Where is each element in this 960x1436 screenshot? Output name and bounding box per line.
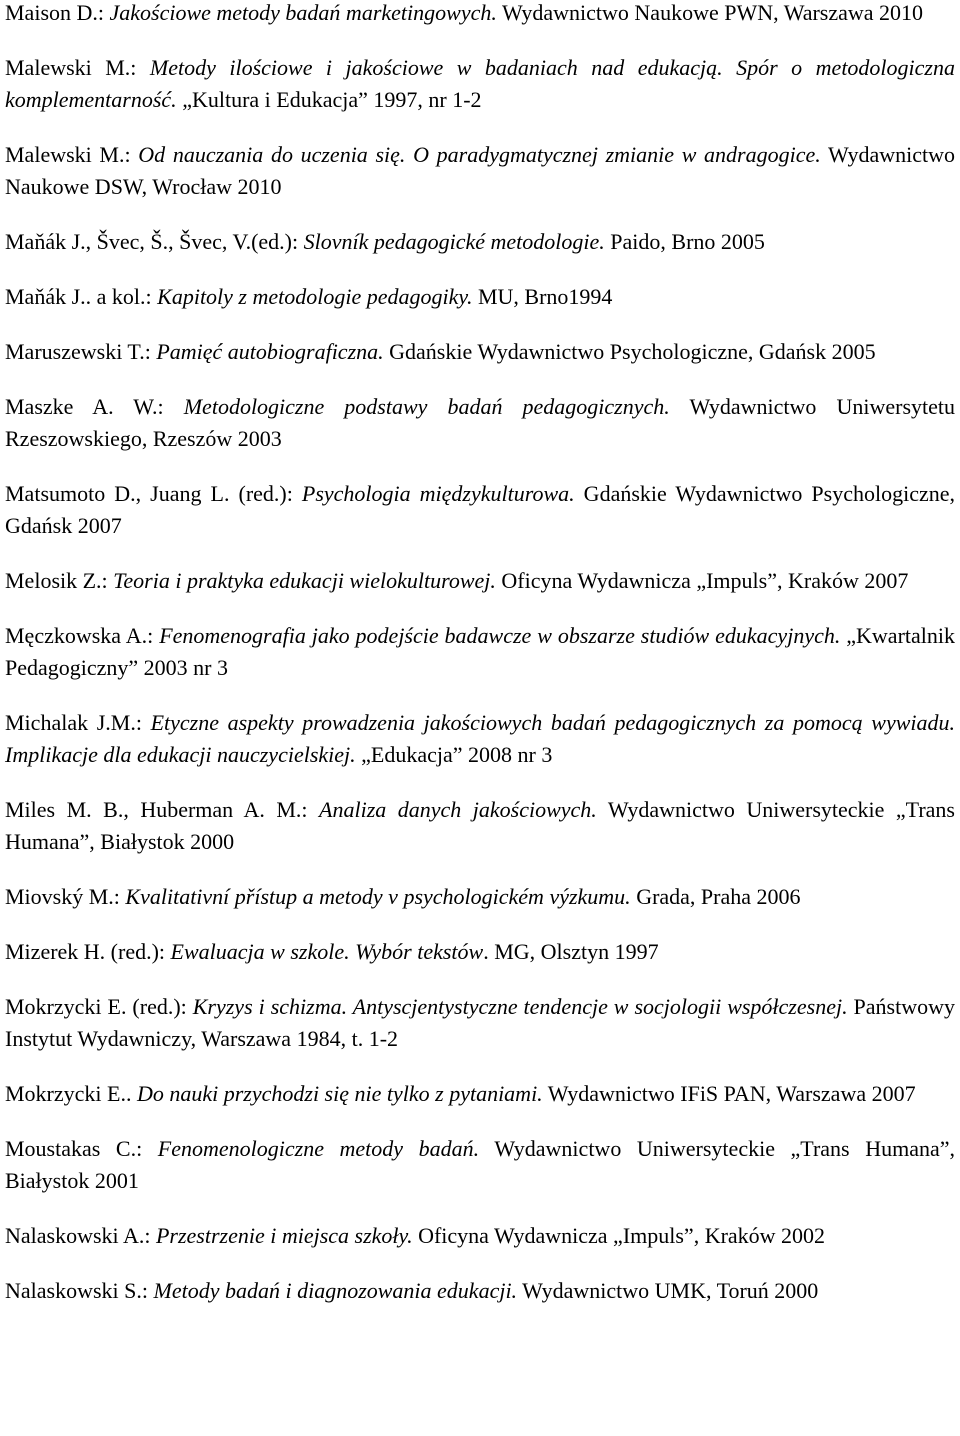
entry-text: Maszke A. W.: bbox=[5, 394, 184, 419]
entry-title-text: Kvalitativní přístup a metody v psychologickém výzkumu. bbox=[125, 884, 631, 909]
entry-title-text: Psychologia międzykulturowa. bbox=[301, 481, 575, 506]
entry-text: Wydawnictwo Naukowe DSW, Wrocław 2010 bbox=[5, 142, 955, 199]
entry-text: Nalaskowski S.: bbox=[5, 1278, 154, 1303]
entry-text: Matsumoto D., Juang L. (red.): bbox=[5, 481, 302, 506]
entry-title-text: Fenomenologiczne metody badań. bbox=[157, 1136, 480, 1161]
entry-title-text: Fenomenografia jako podejście badawcze w obszarze studiów edukacyjnych. bbox=[159, 623, 841, 648]
entry-text: Wydawnictwo Uniwersyteckie „Trans Humana”, Białystok 2001 bbox=[5, 1136, 955, 1193]
entry-text: Grada, Praha 2006 bbox=[630, 884, 801, 909]
bibliography-entry bbox=[5, 707, 955, 771]
entry-text: . MG, Olsztyn 1997 bbox=[483, 939, 659, 964]
entry-text: Męczkowska A.: bbox=[5, 623, 160, 648]
entry-title-text: Przestrzenie i miejsca szkoły. bbox=[155, 1223, 413, 1248]
bibliography-list bbox=[5, 0, 955, 1307]
bibliography-entry bbox=[5, 1133, 955, 1197]
bibliography-entry bbox=[5, 478, 955, 542]
entry-text: Melosik Z.: bbox=[5, 568, 114, 593]
entry-text: „Kultura i Edukacja” 1997, nr 1-2 bbox=[176, 87, 482, 112]
bibliography-entry bbox=[5, 226, 955, 258]
bibliography-entry bbox=[5, 620, 955, 684]
entry-text: MU, Brno1994 bbox=[472, 284, 613, 309]
entry-text: Maison D.: bbox=[5, 0, 110, 25]
entry-title-text: Metody badań i diagnozowania edukacji. bbox=[153, 1278, 518, 1303]
bibliography-entry bbox=[5, 281, 955, 313]
entry-text: Gdańskie Wydawnictwo Psychologiczne, Gdańsk 2007 bbox=[5, 481, 955, 538]
entry-text: Wydawnictwo Naukowe PWN, Warszawa 2010 bbox=[496, 0, 924, 25]
entry-title-text: Etyczne aspekty prowadzenia jakościowych badań pedagogicznych za pomocą wywiadu. Implikacje dla edukacji nauczycielskiej. bbox=[5, 710, 955, 767]
entry-text: Gdańskie Wydawnictwo Psychologiczne, Gdańsk 2005 bbox=[383, 339, 876, 364]
entry-title-text: Kryzys i schizma. Antyscjentystyczne tendencje w socjologii współczesnej. bbox=[192, 994, 848, 1019]
entry-text: Miles M. B., Huberman A. M.: bbox=[5, 797, 320, 822]
entry-title-text: Do nauki przychodzi się nie tylko z pytaniami. bbox=[136, 1081, 543, 1106]
entry-text: Michalak J.M.: bbox=[5, 710, 151, 735]
entry-title-text: Jakościowe metody badań marketingowych. bbox=[109, 0, 497, 25]
entry-text: „Edukacja” 2008 nr 3 bbox=[355, 742, 553, 767]
entry-title-text: Slovník pedagogické metodologie. bbox=[303, 229, 605, 254]
entry-text: Nalaskowski A.: bbox=[5, 1223, 156, 1248]
bibliography-entry bbox=[5, 991, 955, 1055]
bibliography-entry bbox=[5, 336, 955, 368]
entry-text: Mokrzycki E. (red.): bbox=[5, 994, 193, 1019]
entry-text: Maňák J.. a kol.: bbox=[5, 284, 158, 309]
entry-title-text: Od nauczania do uczenia się. O paradygmatycznej zmianie w andragogice. bbox=[138, 142, 821, 167]
entry-title-text: Analiza danych jakościowych. bbox=[319, 797, 597, 822]
entry-title-text: Pamięć autobiograficzna. bbox=[156, 339, 384, 364]
bibliography-entry bbox=[5, 139, 955, 203]
entry-text: Miovský M.: bbox=[5, 884, 126, 909]
entry-text: Malewski M.: bbox=[5, 55, 150, 80]
bibliography-entry bbox=[5, 794, 955, 858]
bibliography-entry bbox=[5, 1275, 955, 1307]
bibliography-entry bbox=[5, 1078, 955, 1110]
entry-title-text: Ewaluacja w szkole. Wybór tekstów bbox=[170, 939, 484, 964]
entry-title-text: Metodologiczne podstawy badań pedagogicznych. bbox=[183, 394, 670, 419]
entry-title-text: Kapitoly z metodologie pedagogiky. bbox=[157, 284, 473, 309]
entry-text: Oficyna Wydawnicza „Impuls”, Kraków 2002 bbox=[412, 1223, 826, 1248]
entry-text: Maňák J., Švec, Š., Švec, V.(ed.): bbox=[5, 229, 304, 254]
entry-title-text: Teoria i praktyka edukacji wielokulturowej. bbox=[113, 568, 496, 593]
entry-text: Wydawnictwo UMK, Toruń 2000 bbox=[517, 1278, 819, 1303]
entry-text: Mizerek H. (red.): bbox=[5, 939, 171, 964]
bibliography-entry bbox=[5, 1220, 955, 1252]
entry-title-text: Metody ilościowe i jakościowe w badaniach nad edukacją. Spór o metodologiczna komplementarność. bbox=[5, 55, 955, 112]
entry-text: Państwowy Instytut Wydawniczy, Warszawa 1984, t. 1-2 bbox=[5, 994, 955, 1051]
entry-text: Wydawnictwo Uniwersyteckie „Trans Humana”, Białystok 2000 bbox=[5, 797, 955, 854]
entry-text: Malewski M.: bbox=[5, 142, 139, 167]
entry-text: Wydawnictwo Uniwersytetu Rzeszowskiego, Rzeszów 2003 bbox=[5, 394, 955, 451]
entry-text: Oficyna Wydawnicza „Impuls”, Kraków 2007 bbox=[495, 568, 909, 593]
entry-text: Paido, Brno 2005 bbox=[604, 229, 765, 254]
bibliography-entry bbox=[5, 936, 955, 968]
entry-text: Moustakas C.: bbox=[5, 1136, 158, 1161]
bibliography-entry bbox=[5, 881, 955, 913]
entry-text: Maruszewski T.: bbox=[5, 339, 157, 364]
bibliography-entry bbox=[5, 565, 955, 597]
bibliography-entry bbox=[5, 52, 955, 116]
bibliography-entry bbox=[5, 391, 955, 455]
bibliography-entry bbox=[5, 0, 955, 29]
entry-text: „Kwartalnik Pedagogiczny” 2003 nr 3 bbox=[5, 623, 955, 680]
entry-text: Wydawnictwo IFiS PAN, Warszawa 2007 bbox=[542, 1081, 916, 1106]
entry-text: Mokrzycki E.. bbox=[5, 1081, 137, 1106]
